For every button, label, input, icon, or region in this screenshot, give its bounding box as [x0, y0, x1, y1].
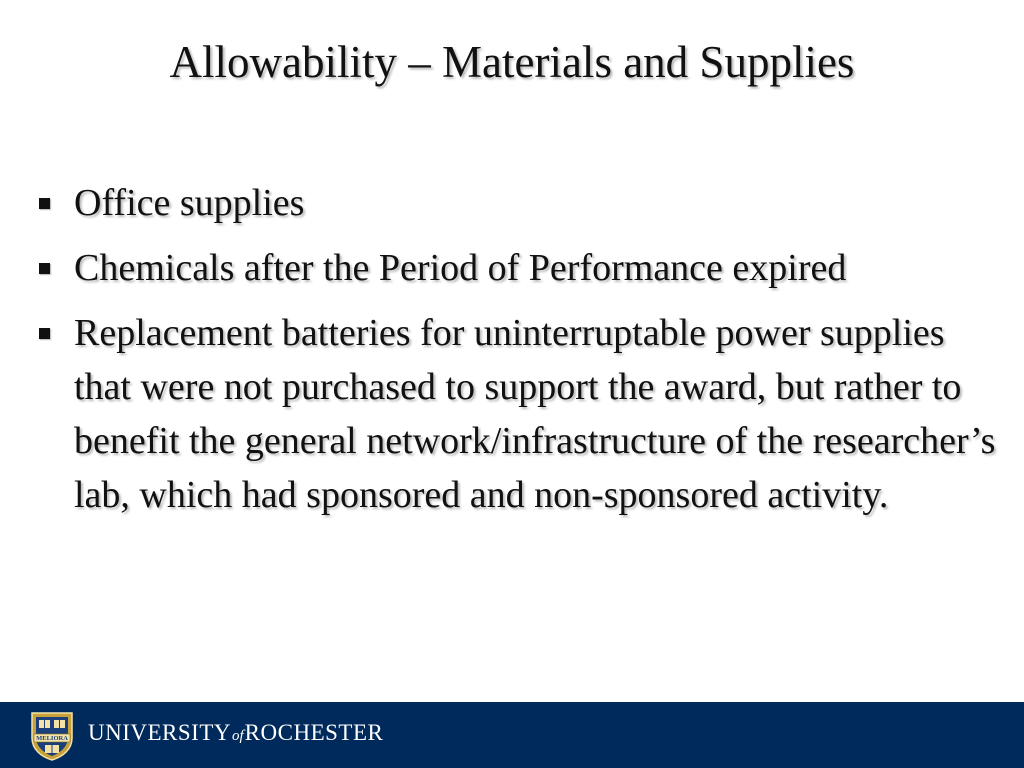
bullet-item-chemicals [36, 241, 996, 295]
wordmark-rochester: ROCHESTER [244, 720, 384, 745]
bullet-list [36, 176, 996, 533]
university-seal-icon [28, 710, 76, 762]
svg-text:MELIORA: MELIORA [36, 735, 68, 743]
bullet-text: Replacement batteries for uninterruptable power supplies that were not purchased to support the award, but rather to benefit the general network/infrastructure of the researcher’s lab, which had sponsored and non-sponsored activity. [74, 312, 996, 516]
square-bullet-icon [39, 328, 50, 339]
wordmark-university: UNIVERSITY [88, 720, 231, 745]
bullet-text: Chemicals after the Period of Performance expired [74, 247, 847, 289]
footer-bar [0, 702, 1024, 768]
bullet-text: Office supplies [74, 182, 305, 224]
wordmark-of: of [232, 728, 244, 744]
bullet-item-office-supplies [36, 176, 996, 230]
slide-title: Allowability – Materials and Supplies [169, 37, 855, 87]
square-bullet-icon [39, 198, 50, 209]
bullet-item-replacement-batteries [36, 306, 996, 522]
university-wordmark [88, 718, 383, 751]
square-bullet-icon [39, 263, 50, 274]
